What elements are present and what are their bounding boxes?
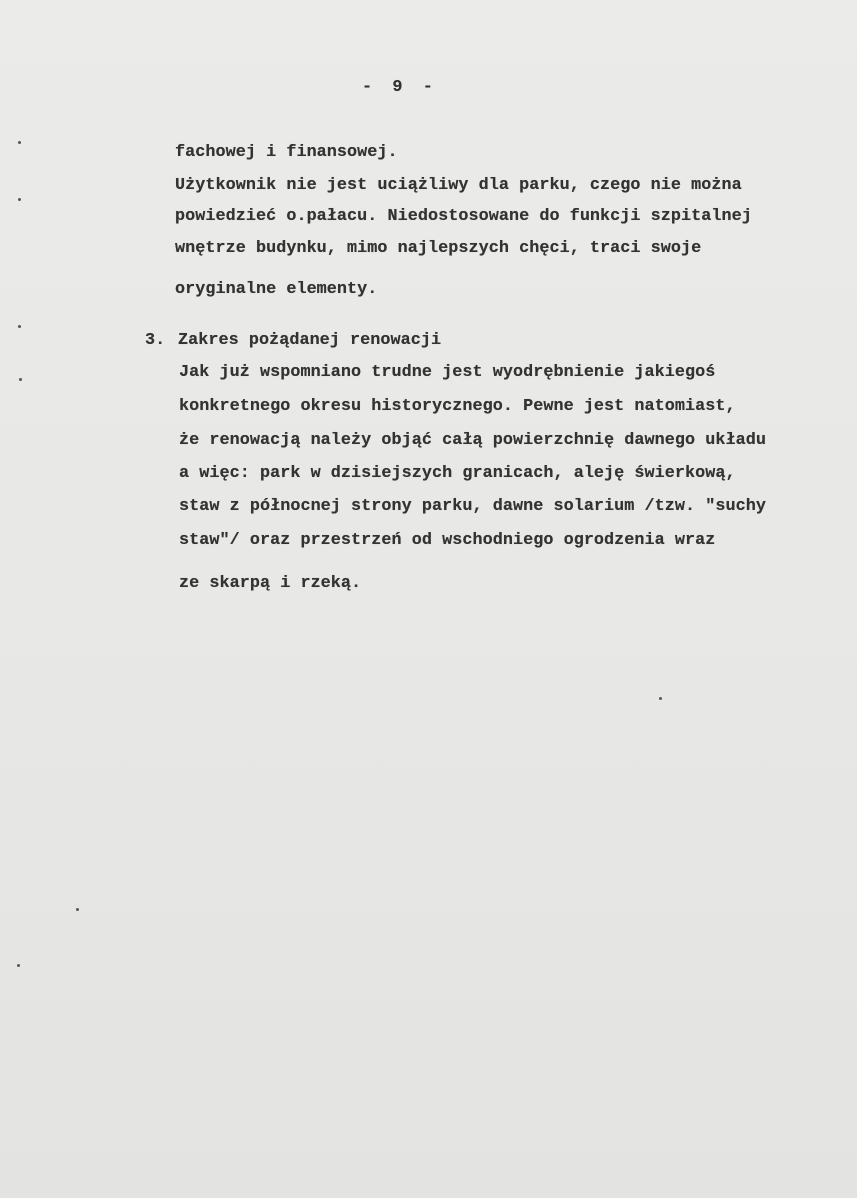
text-line: wnętrze budynku, mimo najlepszych chęci, traci swoje [175,239,702,258]
ink-speck [659,697,662,700]
text-line: konkretnego okresu historycznego. Pewne jest natomiast, [179,397,736,416]
text-line: że renowacją należy objąć całą powierzchnię dawnego układu [179,431,766,450]
text-line: a więc: park w dzisiejszych granicach, aleję świerkową, [179,464,736,483]
text-line: staw"/ oraz przestrzeń od wschodniego ogrodzenia wraz [179,531,716,550]
punch-mark [19,378,22,381]
punch-mark [17,964,20,967]
text-line: staw z północnej strony parku, dawne solarium /tzw. "suchy [179,497,766,516]
punch-mark [76,908,79,911]
punch-mark [18,198,21,201]
section-number: 3. [145,331,166,350]
section-title: Zakres pożądanej renowacji [178,331,442,350]
text-line: powiedzieć o.pałacu. Niedostosowane do funkcji szpitalnej [175,207,752,226]
punch-mark [18,325,21,328]
text-line: Użytkownik nie jest uciążliwy dla parku, czego nie można [175,176,742,195]
text-line: fachowej i finansowej. [175,143,398,162]
text-line: oryginalne elementy. [175,280,378,299]
page-number: - 9 - [362,78,433,97]
punch-mark [18,141,21,144]
text-line: Jak już wspomniano trudne jest wyodrębnienie jakiegoś [179,363,716,382]
text-line: ze skarpą i rzeką. [179,574,362,593]
